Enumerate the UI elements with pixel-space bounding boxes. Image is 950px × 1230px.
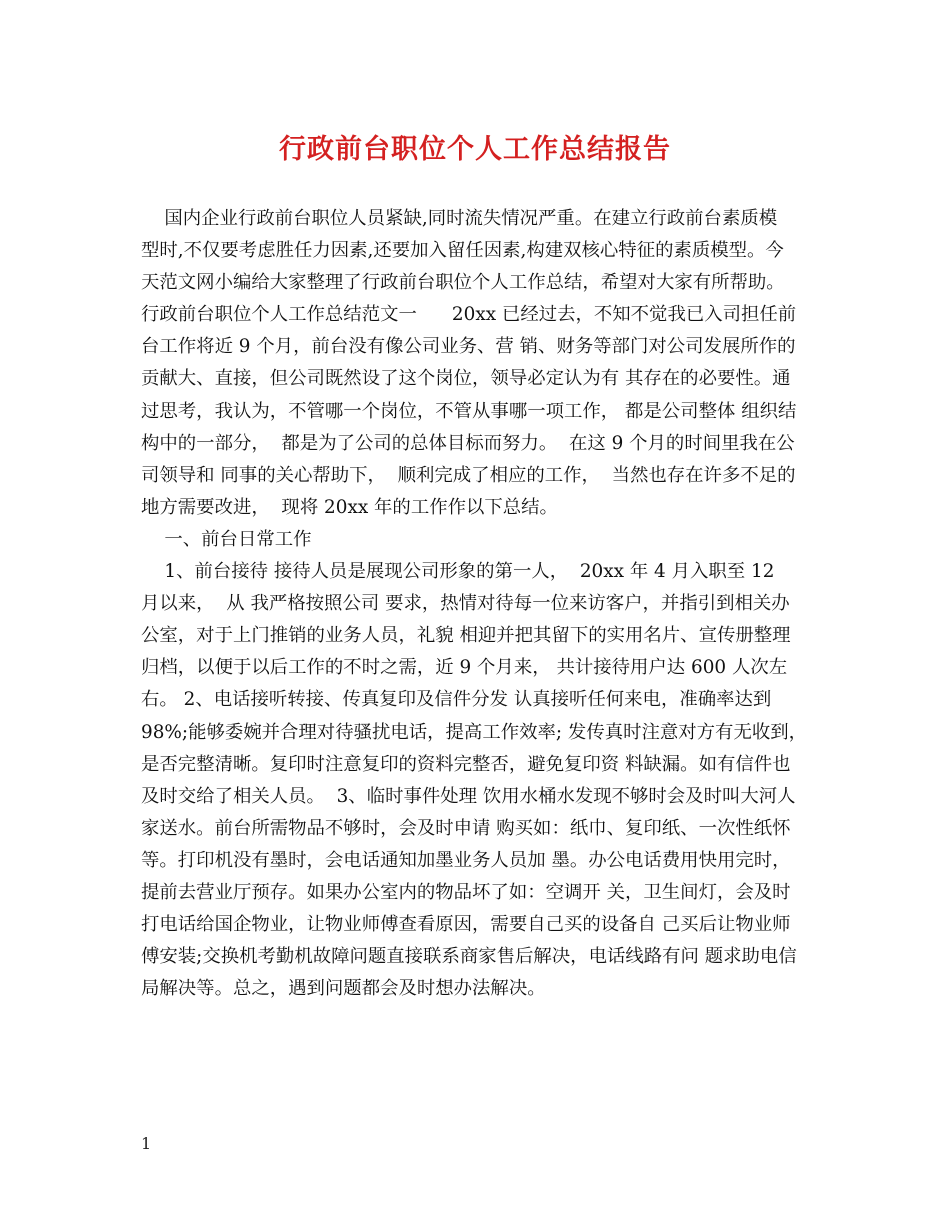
body-line: 台工作将近 9 个月，前台没有像公司业务、营 销、财务等部门对公司发展所作的: [141, 336, 796, 358]
body-line: 家送水。前台所需物品不够时，会及时申请 购买如：纸巾、复印纸、一次性纸怀: [141, 817, 791, 839]
body-line: 等。打印机没有墨时，会电话通知加墨业务人员加 墨。办公电话费用快用完时，: [141, 849, 791, 871]
body-line: 右。 2、电话接听转接、传真复印及信件分发 认真接听任何来电，准确率达到: [141, 689, 772, 711]
body-line: 月以来， 从 我严格按照公司 要求，热情对待每一位来访客户，并指引到相关办: [141, 593, 790, 615]
section-heading: 一、前台日常工作: [141, 528, 312, 550]
body-line: 是否完整清晰。复印时注意复印的资料完整否，避免复印资 料缺漏。如有信件也: [141, 753, 791, 775]
body-line: 提前去营业厅预存。如果办公室内的物品坏了如：空调开 关，卫生间灯，会及时: [141, 881, 791, 903]
body-line: 贡献大、直接，但公司既然设了这个岗位，领导必定认为有 其存在的必要性。通: [141, 368, 791, 390]
body-line: 构中的一部分， 都是为了公司的总体目标而努力。 在这 9 个月的时间里我在公: [141, 432, 795, 454]
body-line: 行政前台职位个人工作总结范文一 20xx 已经过去，不知不觉我已入司担任前: [141, 304, 797, 326]
body-line: 司领导和 同事的关心帮助下， 顺利完成了相应的工作， 当然也存在许多不足的: [141, 464, 796, 486]
body-line: 国内企业行政前台职位人员紧缺,同时流失情况严重。在建立行政前台素质模: [141, 208, 778, 229]
body-line: 局解决等。总之，遇到问题都会及时想办法解决。: [141, 978, 546, 1000]
body-line: 归档，以便于以后工作的不时之需，近 9 个月来， 共计接待用户达 600 人次左: [141, 657, 788, 679]
body-line: 公室，对于上门推销的业务人员，礼貌 相迎并把其留下的实用名片、宣传册整理: [141, 625, 791, 647]
document-title: 行政前台职位个人工作总结报告: [279, 134, 671, 165]
document-body: [141, 203, 811, 1005]
page-number: 1: [141, 1134, 152, 1153]
body-line: 打电话给国企物业，让物业师傅查看原因，需要自己买的设备自 己买后让物业师: [141, 914, 791, 936]
body-line: 型时,不仅要考虑胜任力因素,还要加入留任因素,构建双核心特征的素质模型。今: [141, 240, 784, 262]
body-line: 地方需要改进， 现将 20xx 年的工作作以下总结。: [141, 496, 558, 518]
body-line: 傅安装;交换机考勤机故障问题直接联系商家售后解决，电话线路有问 题求助电信: [141, 946, 797, 968]
body-line: 及时交给了相关人员。 3、临时事件处理 饮用水桶水发现不够时会及时叫大河人: [141, 785, 796, 807]
body-line: 天范文网小编给大家整理了行政前台职位个人工作总结，希望对大家有所帮助。: [141, 272, 785, 294]
body-line: 98%;能够委婉并合理对待骚扰电话，提高工作效率; 发传真时注意对方有无收到，: [141, 721, 808, 743]
body-line: 1、前台接待 接待人员是展现公司形象的第一人， 20xx 年 4 月入职至 12: [141, 561, 775, 583]
body-line: 过思考，我认为，不管哪一个岗位，不管从事哪一项工作， 都是公司整体 组织结: [141, 400, 797, 422]
